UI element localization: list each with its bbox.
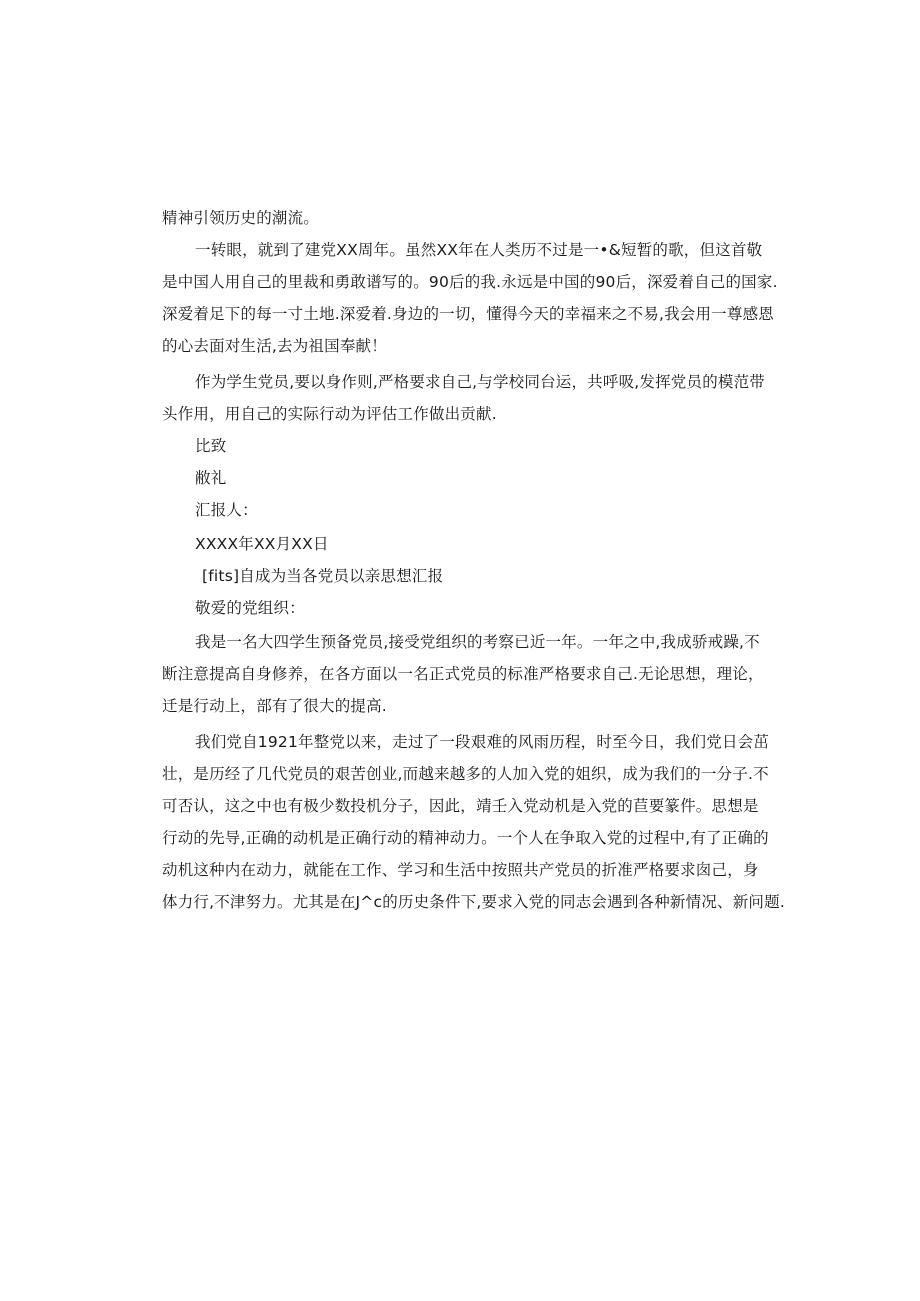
paragraph-2-line-4: 的心去面对生活,去为祖国奉献！ [162,337,387,355]
paragraph-5-line-6: 体力行,不津努力。尤其是在J^c的历史条件下,要求入党的同志会遇到各种新情况、新问题. [162,893,785,911]
paragraph-5-line-5: 动机这种内在动力，就能在工作、学习和生活中按照共产党员的折准严格要求囱己，身 [162,861,759,879]
paragraph-3-line-2: 头作用，用自己的实际行动为评估工作做出贡献. [162,405,497,423]
paragraph-2-line-1: 一转眼，就到了建党XX周年。虽然XX年在人类历不过是一•&短暂的歌，但这首敬 [195,241,763,259]
paragraph-2-line-2: 是中国人用自己的里裁和勇敢谱写的。90后的我.永远是中国的90后，深爱着自己的国家. [162,273,778,291]
paragraph-1-line-1: 精神引领历史的潮流。 [162,209,320,227]
paragraph-3-line-1: 作为学生党员,要以身作则,严格要求自己,与学校同台运，共呼吸,发挥党员的模范带 [195,373,766,391]
closing-line-2: 敝礼 [195,469,227,487]
closing-line-1: 比致 [195,437,227,455]
paragraph-5-line-4: 行动的先导,正确的动机是正确行动的精神动力。一个人在争取入党的过程中,有了正确的 [162,829,769,847]
section-heading: [fits]自成为当各党员以亲思想汇报 [202,567,444,585]
paragraph-5-line-2: 壮，是历经了几代党员的艰苦创业,而越来越多的人加入党的姐织，成为我们的一分子.不 [162,765,769,783]
paragraph-4-line-1: 我是一名大四学生预备党员,接受党组织的考察已近一年。一年之中,我成骄戒躁,不 [195,633,760,651]
paragraph-5-line-3: 可否认，这之中也有极少数投机分子，因此，靖壬入党动机是入党的苣要篆件。思想是 [162,797,759,815]
salutation: 敬爱的党组织： [195,599,305,617]
paragraph-5-line-1: 我们党自1921年整党以来，走过了一段艰难的风雨历程，时至今日，我们党日会茁 [195,733,770,751]
report-date: XXXX年XX月XX日 [195,535,329,553]
reporter-label: 汇报人： [195,501,258,519]
paragraph-2-line-3: 深爱着足下的每一寸土地.深爱着.身边的一切，懂得今天的幸福来之不易,我会用一尊感恩 [162,305,774,323]
paragraph-4-line-3: 迁是行动上，部有了很大的提高. [162,697,387,715]
paragraph-4-line-2: 断注意提高自身修养，在各方面以一名正式党员的标准严格要求自己.无论思想，理论， [162,665,764,683]
